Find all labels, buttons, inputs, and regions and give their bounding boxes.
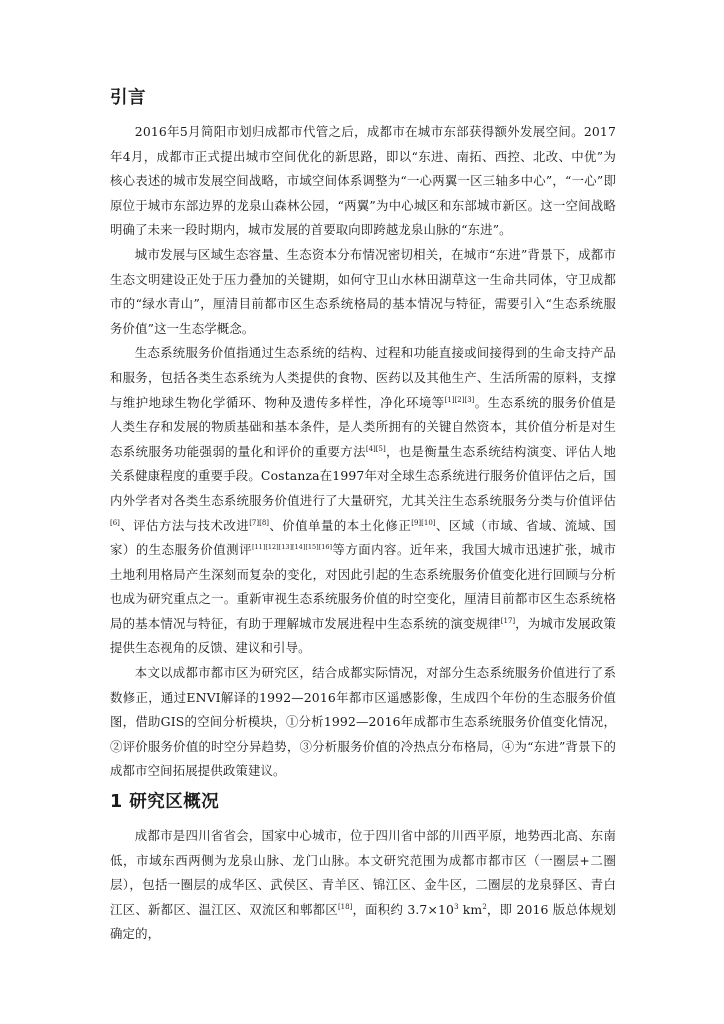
intro-paragraph-2: 城市发展与区域生态容量、生态资本分布情况密切相关，在城市“东进”背景下，成都市生态文明建设正处于压力叠加的关键期，如何守卫山水林田湖草这一生命共同体，守卫成都市的“绿水青山”，厘清目前都市区生态系统格局的基本情况与特征，需要引入“生态系统服务价值”这一生态学概念。: [110, 246, 616, 336]
text-run: 成都市是四川省省会，国家中心城市，位于四川省中部的川西平原，地势西北高、东南低，市域东西两侧为龙泉山脉、龙门山脉。本文研究范围为成都市都市区（一圈层+二圈层），包括一圈层的成华区、武侯区、青羊区、锦江区、金牛区，二圈层的龙泉驿区、青白江区、新都区、温江区、双流区和郫都区: [110, 828, 616, 917]
text-run: 生态系统服务价值指通过生态系统的结构、过程和功能直接或间接得到的生命支持产品和服务，包括各类生态系统为人类提供的食物、医药以及其他生产、生活所需的原料，支撑与维护地球生物化学循环、物种及遗传多样性，净化环境等: [110, 345, 616, 410]
text-run: 、价值单量的本土化修正: [269, 517, 412, 533]
citation: [9][10]: [411, 518, 436, 527]
intro-paragraph-1: 2016年5月简阳市划归成都市代管之后，成都市在城市东部获得额外发展空间。2017年4月，成都市正式提出城市空间优化的新思路，即以“东进、南拓、西控、北改、中优”为核心表述的城市发展空间战略，市域空间体系调整为“一心两翼一区三轴多中心”，“一心”即原位于城市东部边界的龙泉山森林公园，“两翼”为中心城区和东部城市新区。这一空间战略明确了未来一段时期内，城市发展的首要取向即跨越龙泉山脉的“东进”。: [110, 124, 616, 238]
citation: [7][8]: [249, 518, 270, 527]
text-run: 等方面内容。近年来，我国大城市迅速扩张，城市土地利用格局产生深刻而复杂的变化，对因此引起的生态系统服务价值变化进行回顾与分析也成为研究重点之一。重新审视生态系统服务价值的时空变化，厘清目前都市区生态系统格局的基本情况与特征，有助于理解城市发展进程中生态系统的演变规律: [110, 542, 616, 631]
superscript: 2: [482, 902, 487, 911]
intro-paragraph-4: 本文以成都市都市区为研究区，结合成都实际情况，对部分生态系统服务价值进行了系数修正，通过ENVI解译的1992—2016年都市区遥感影像，生成四个年份的生态服务价值图，借助GIS的空间分析模块，①分析1992—2016年成都市生态系统服务价值变化情况，②评价服务价值的时空分异趋势，③分析服务价值的冷热点分布格局，④为“东进”背景下的成都市空间拓展提供政策建议。: [110, 665, 616, 779]
text-run: ，为城市发展政策提供生态视角的反馈、建议和引导。: [110, 615, 617, 656]
text-run: 。生态系统的服务价值是人类生存和发展的物质基础和基本条件，是人类所拥有的关键自然资本，其价值分析是对生态系统服务功能强弱的量化和评价的重要方法: [110, 394, 616, 459]
citation: [11][12][13][14][15][16]: [251, 543, 333, 552]
citation: [18]: [337, 902, 353, 911]
text-run: ，也是衡量生态系统结构演变、评估人地关系健康程度的重要手段。Costanza在1997年对全球生态系统进行服务价值评估之后，国内外学者对各类生态系统服务价值进行了大量研究，尤其关注生态系统服务分类与价值评估: [110, 443, 617, 508]
paper-page: [110, 86, 616, 947]
superscript: 3: [454, 902, 459, 911]
text-run: ，面积约 3.7×10: [352, 901, 455, 917]
study-area-paragraph-1: [110, 824, 616, 947]
text-run: 、区域（市域、省域、流域、国家）的生态服务价值测评: [110, 517, 617, 558]
citation: [1][2][3]: [444, 395, 475, 404]
citation: [4][5]: [365, 444, 386, 453]
citation: [17]: [500, 616, 516, 625]
text-run: km: [458, 901, 483, 917]
text-run: 、评估方法与技术改进: [119, 517, 250, 533]
text-run: ，即 2016 版总体规划确定的，: [110, 901, 616, 942]
intro-paragraph-3: [110, 341, 616, 661]
section-heading-introduction: 引言: [110, 88, 146, 108]
citation: [6]: [110, 518, 120, 527]
section-heading-study-area: 1 研究区概况: [110, 792, 220, 813]
